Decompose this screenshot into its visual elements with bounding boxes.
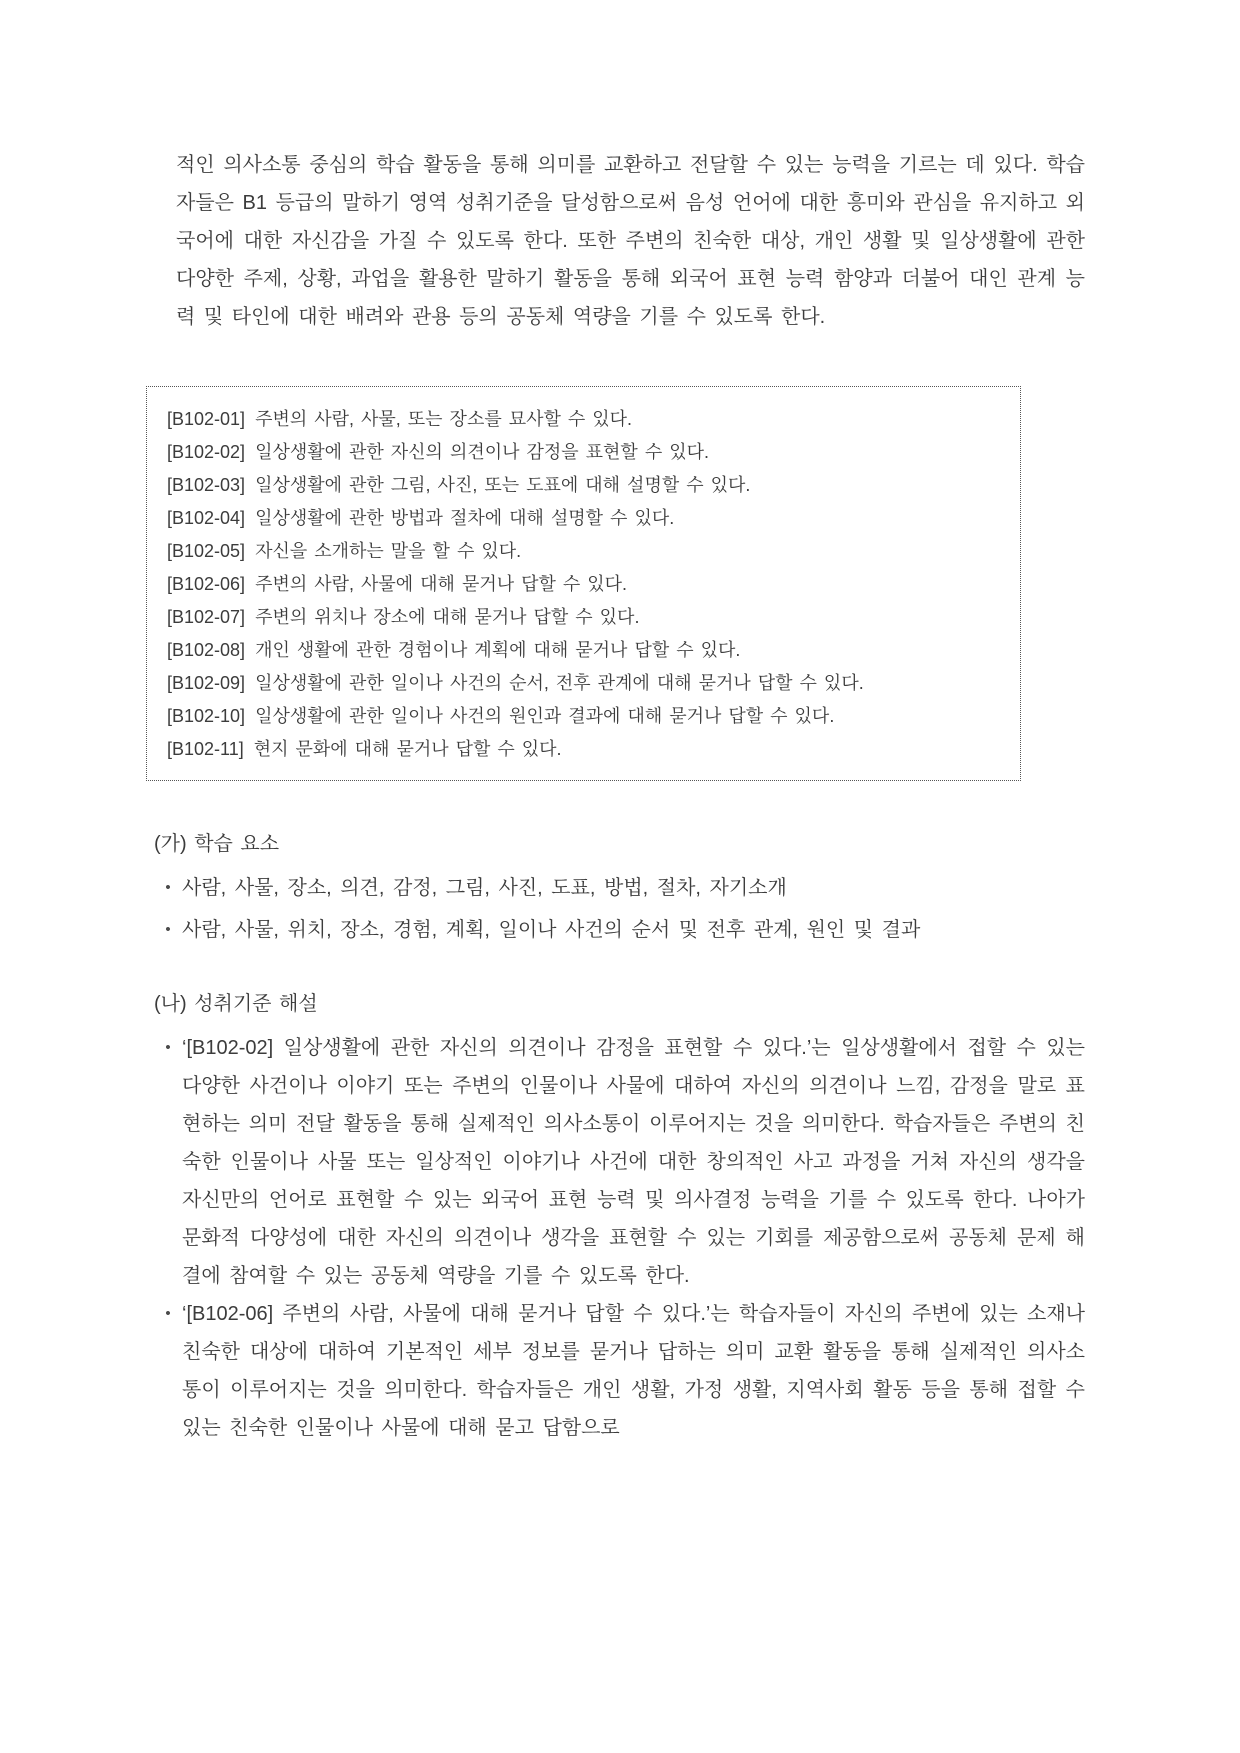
standard-text: 일상생활에 관한 자신의 의견이나 감정을 표현할 수 있다.	[255, 442, 709, 462]
standard-code: [B102-06]	[167, 574, 246, 594]
list-item-text: 사람, 사물, 장소, 의견, 감정, 그림, 사진, 도표, 방법, 절차, 자기소개	[182, 877, 787, 899]
list-item-text: ‘[B102-06] 주변의 사람, 사물에 대해 묻거나 답할 수 있다.’는 학습자들이 자신의 주변에 있는 소재나 친숙한 대상에 대하여 기본적인 세부 정보를 묻거나 답하는 의미 교환 활동을 통해 실제적인 의사소통이 이루어지는 것을 의미한다. 학습자들은 개인 생활, 가정 생활, 지역사회 활동 등을 통해 접할 수 있는 친숙한 인물이나 사물에 대해 묻고 답함으로	[182, 1303, 1085, 1439]
standard-code: [B102-10]	[167, 706, 246, 726]
standard-item	[167, 733, 1000, 766]
list-item	[156, 1295, 1085, 1447]
standard-text: 현지 문화에 대해 묻거나 답할 수 있다.	[253, 739, 562, 759]
commentary-list	[146, 1029, 1085, 1447]
standard-item	[167, 403, 1000, 436]
standard-code: [B102-04]	[167, 508, 246, 528]
standard-text: 주변의 위치나 장소에 대해 묻거나 답할 수 있다.	[255, 607, 640, 627]
standard-item	[167, 502, 1000, 535]
bullet-icon: •	[165, 1039, 171, 1056]
standard-text: 일상생활에 관한 방법과 절차에 대해 설명할 수 있다.	[255, 508, 675, 528]
standard-text: 자신을 소개하는 말을 할 수 있다.	[255, 541, 522, 561]
standard-code: [B102-11]	[167, 739, 244, 759]
list-item-text: ‘[B102-02] 일상생활에 관한 자신의 의견이나 감정을 표현할 수 있다.’는 일상생활에서 접할 수 있는 다양한 사건이나 이야기 또는 주변의 인물이나 사물에 대하여 자신의 의견이나 느낌, 감정을 말로 표현하는 의미 전달 활동을 통해 실제적인 의사소통이 이루어지는 것을 의미한다. 학습자들은 주변의 친숙한 인물이나 사물 또는 일상적인 이야기나 사건에 대한 창의적인 사고 과정을 거쳐 자신의 생각을 자신만의 언어로 표현할 수 있는 외국어 표현 능력 및 의사결정 능력을 기를 수 있도록 한다. 나아가 문화적 다양성에 대한 자신의 의견이나 생각을 표현할 수 있는 기회를 제공함으로써 공동체 문제 해결에 참여할 수 있는 공동체 역량을 기를 수 있도록 한다.	[182, 1037, 1085, 1287]
list-item	[156, 869, 1085, 907]
standard-item	[167, 469, 1000, 502]
section-learning-elements	[146, 825, 1085, 949]
standard-code: [B102-03]	[167, 475, 246, 495]
section-na-heading: (나) 성취기준 해설	[154, 993, 318, 1015]
standard-text: 일상생활에 관한 그림, 사진, 또는 도표에 대해 설명할 수 있다.	[255, 475, 751, 495]
standard-item	[167, 634, 1000, 667]
learning-elements-list	[146, 869, 1085, 949]
section-standards-commentary	[146, 985, 1085, 1447]
list-item	[156, 911, 1085, 949]
bullet-icon: •	[165, 879, 171, 896]
bullet-icon: •	[165, 1305, 171, 1322]
bullet-icon: •	[165, 921, 171, 938]
standard-text: 주변의 사람, 사물, 또는 장소를 묘사할 수 있다.	[255, 409, 633, 429]
standard-code: [B102-05]	[167, 541, 246, 561]
standard-code: [B102-01]	[167, 409, 246, 429]
standard-text: 개인 생활에 관한 경험이나 계획에 대해 묻거나 답할 수 있다.	[255, 640, 741, 660]
standard-item	[167, 667, 1000, 700]
standard-item	[167, 535, 1000, 568]
intro-paragraph: 적인 의사소통 중심의 학습 활동을 통해 의미를 교환하고 전달할 수 있는 능력을 기르는 데 있다. 학습자들은 B1 등급의 말하기 영역 성취기준을 달성함으로써 음성 언어에 대한 흥미와 관심을 유지하고 외국어에 대한 자신감을 가질 수 있도록 한다. 또한 주변의 친숙한 대상, 개인 생활 및 일상생활에 관한 다양한 주제, 상황, 과업을 활용한 말하기 활동을 통해 외국어 표현 능력 함양과 더불어 대인 관계 능력 및 타인에 대한 배려와 관용 등의 공동체 역량을 기를 수 있도록 한다.	[176, 154, 1085, 328]
standard-text: 일상생활에 관한 일이나 사건의 원인과 결과에 대해 묻거나 답할 수 있다.	[255, 706, 835, 726]
list-item	[156, 1029, 1085, 1295]
standard-item	[167, 568, 1000, 601]
standard-code: [B102-08]	[167, 640, 246, 660]
standard-text: 주변의 사람, 사물에 대해 묻거나 답할 수 있다.	[255, 574, 628, 594]
standard-code: [B102-07]	[167, 607, 246, 627]
list-item-text: 사람, 사물, 위치, 장소, 경험, 계획, 일이나 사건의 순서 및 전후 관계, 원인 및 결과	[182, 919, 921, 941]
standard-code: [B102-02]	[167, 442, 246, 462]
standard-item	[167, 601, 1000, 634]
standard-code: [B102-09]	[167, 673, 246, 693]
section-ga-heading: (가) 학습 요소	[154, 833, 280, 855]
standard-item	[167, 700, 1000, 733]
standard-item	[167, 436, 1000, 469]
standard-text: 일상생활에 관한 일이나 사건의 순서, 전후 관계에 대해 묻거나 답할 수 있다.	[255, 673, 864, 693]
achievement-standards-box	[146, 386, 1021, 781]
